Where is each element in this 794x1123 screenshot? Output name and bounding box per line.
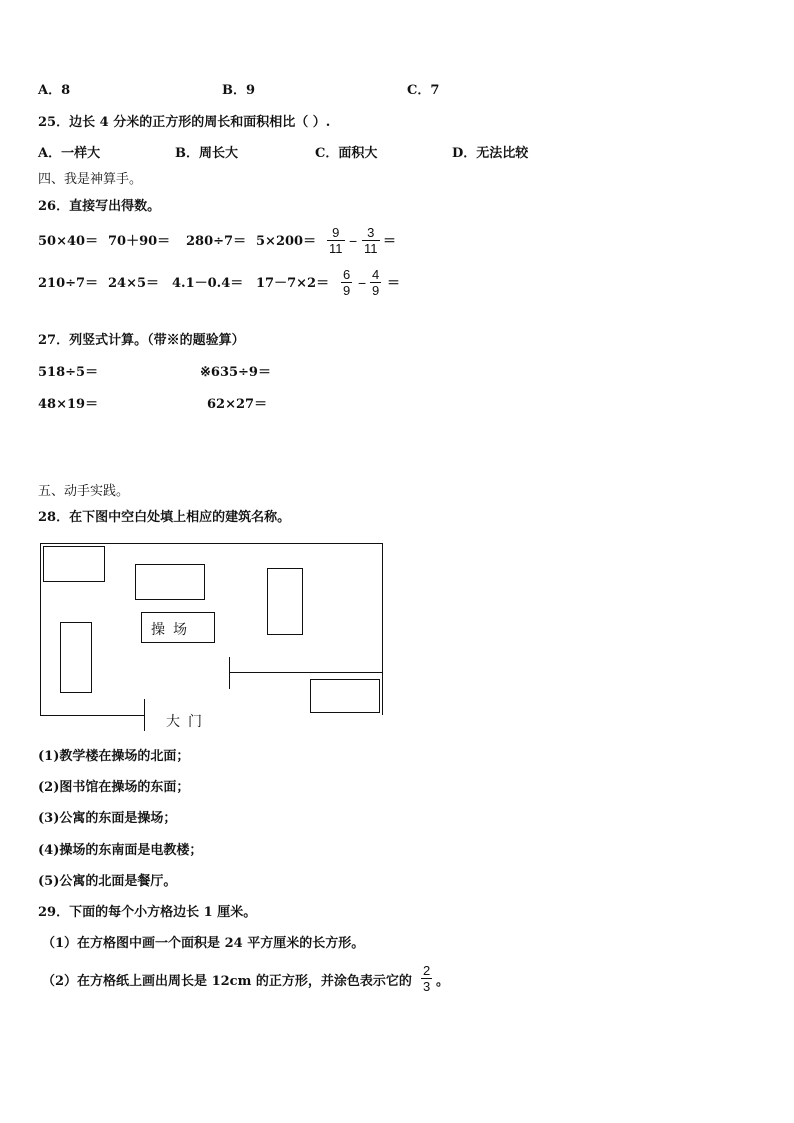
q28-clue: (2)图书馆在操场的东面； xyxy=(38,780,190,795)
section5-title: 五、动手实践。 xyxy=(38,484,130,499)
fraction-numerator: 9 xyxy=(327,225,345,241)
q27-item: 48×19＝ xyxy=(38,397,99,412)
blank-building-box[interactable] xyxy=(43,546,105,582)
q26-item: 17－7×2＝ xyxy=(256,276,330,291)
q28-clue: (4)操场的东南面是电教楼； xyxy=(38,843,203,858)
q29-part1: （1）在方格图中画一个面积是 24 平方厘米的长方形。 xyxy=(42,936,365,951)
q25-stem: 25．边长 4 分米的正方形的周长和面积相比（ ）. xyxy=(38,115,331,130)
gate-label: 大门 xyxy=(166,713,210,729)
minus-sign: − xyxy=(358,275,367,291)
fraction xyxy=(362,225,380,256)
blank-building-box[interactable] xyxy=(267,568,303,635)
fraction-denominator: 3 xyxy=(423,979,431,994)
q27-item: 518÷5＝ xyxy=(38,365,99,380)
q26-stem: 26．直接写出得数。 xyxy=(38,199,161,214)
equals-sign: ＝ xyxy=(383,234,397,249)
blank-building-box[interactable] xyxy=(60,622,92,693)
fraction-numerator: 6 xyxy=(343,267,351,282)
fraction-numerator: 2 xyxy=(423,963,431,978)
inner-wall xyxy=(229,672,382,673)
q26-item: 280÷7＝ xyxy=(186,234,247,249)
fraction-denominator: 9 xyxy=(343,283,351,298)
fraction-denominator: 11 xyxy=(329,241,343,256)
q26-item: 4.1－0.4＝ xyxy=(172,276,244,291)
map-border-top xyxy=(40,543,382,544)
q25-option-b: B．周长大 xyxy=(175,146,238,161)
q28-clue: (3)公寓的东面是操场； xyxy=(38,811,177,826)
fraction xyxy=(370,267,381,298)
q27-stem: 27．列竖式计算。（带※的题验算） xyxy=(38,333,245,348)
equals-sign: ＝ xyxy=(387,276,401,291)
gate-post xyxy=(144,699,145,731)
fraction xyxy=(327,225,345,256)
q26-item: 5×200＝ xyxy=(256,234,317,249)
playground-box xyxy=(141,612,215,643)
fraction-numerator: 3 xyxy=(362,225,380,241)
q26-item: 70＋90＝ xyxy=(108,234,171,249)
fraction-denominator: 11 xyxy=(364,241,378,256)
fraction xyxy=(421,963,432,994)
q28-clue: (1)教学楼在操场的北面； xyxy=(38,749,190,764)
inner-wall-post xyxy=(229,657,230,689)
q29-stem: 29．下面的每个小方格边长 1 厘米。 xyxy=(38,905,257,920)
map-border-right xyxy=(382,543,383,715)
map-border-left xyxy=(40,543,41,715)
playground-label: 操场 xyxy=(151,621,195,637)
q27-item: 62×27＝ xyxy=(207,397,268,412)
fraction-numerator: 4 xyxy=(372,267,380,282)
minus-sign: − xyxy=(349,233,358,249)
sentence-end: 。 xyxy=(436,974,450,989)
q26-item: 24×5＝ xyxy=(108,276,160,291)
q25-option-a: A．一样大 xyxy=(38,146,101,161)
q26-item: 50×40＝ xyxy=(38,234,99,249)
fraction-denominator: 9 xyxy=(372,283,380,298)
blank-building-box[interactable] xyxy=(135,564,205,600)
q28-stem: 28．在下图中空白处填上相应的建筑名称。 xyxy=(38,510,291,525)
q25-option-d: D．无法比较 xyxy=(452,146,529,161)
fraction xyxy=(341,267,352,298)
q28-clue: (5)公寓的北面是餐厅。 xyxy=(38,874,177,889)
q24-option-c: C．7 xyxy=(407,83,440,98)
q29-part2: （2）在方格纸上画出周长是 12cm 的正方形，并涂色表示它的 xyxy=(42,974,412,989)
q25-option-c: C．面积大 xyxy=(315,146,378,161)
blank-building-box[interactable] xyxy=(310,679,380,713)
q26-item: 210÷7＝ xyxy=(38,276,99,291)
section4-title: 四、我是神算手。 xyxy=(38,172,143,187)
q27-item: ※635÷9＝ xyxy=(200,365,271,380)
map-border-bottom xyxy=(40,715,144,716)
q24-option-b: B．9 xyxy=(222,83,256,98)
q24-option-a: A．8 xyxy=(38,83,71,98)
